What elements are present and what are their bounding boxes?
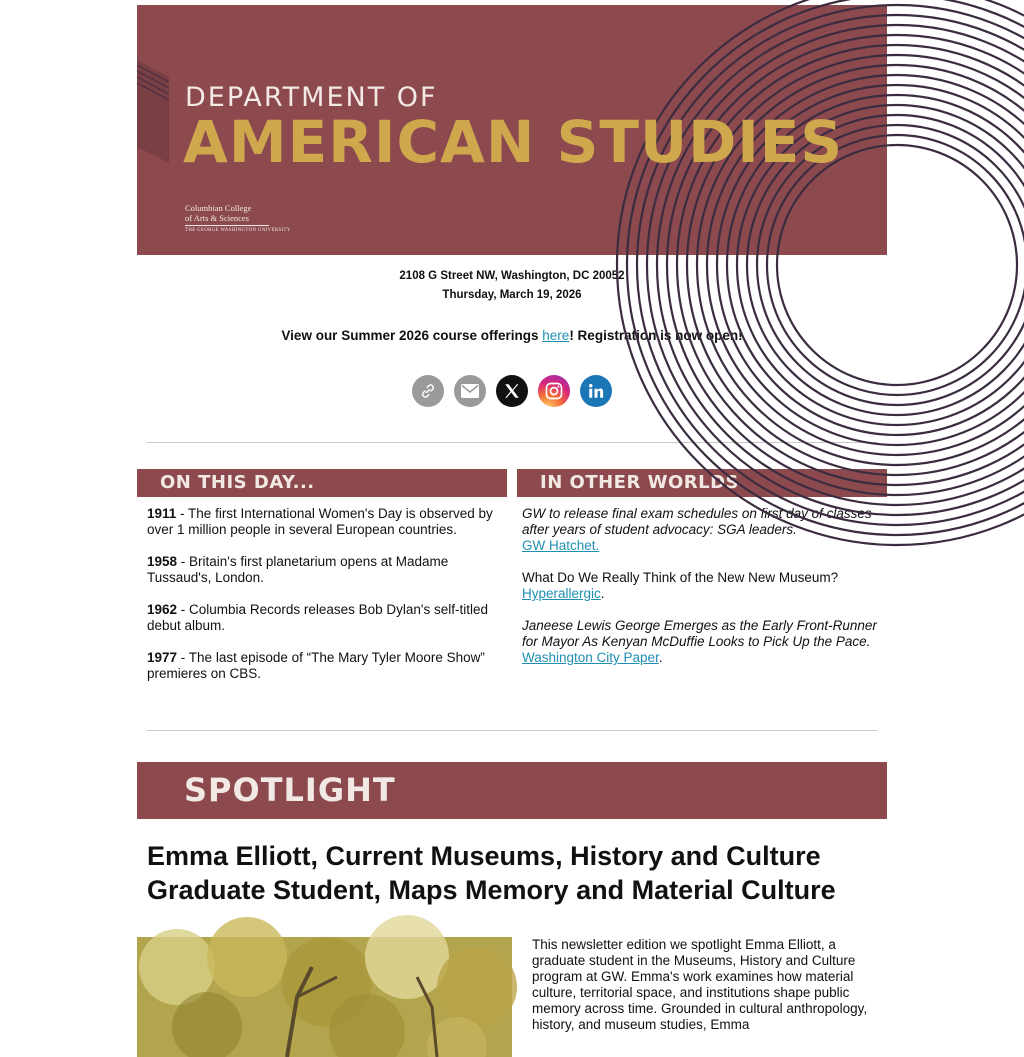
email-icon [461, 384, 479, 398]
list-item [147, 506, 497, 538]
instagram-button[interactable] [538, 375, 570, 407]
list-item [522, 618, 877, 666]
college-name-line2: of Arts & Sciences [185, 213, 249, 223]
autumn-tree-image [137, 937, 512, 1057]
news-headline: GW to release final exam schedules on first day of classes after years of student advocacy: SGA leaders. [522, 506, 872, 537]
source-trail: . [600, 586, 605, 601]
entry-text: - Columbia Records releases Bob Dylan's self-titled debut album. [147, 602, 489, 633]
newsletter-date: Thursday, March 19, 2026 [442, 289, 582, 301]
announcement-after: ! Registration is now open! [569, 328, 743, 343]
on-this-day-column [137, 469, 507, 698]
section-divider [147, 730, 877, 731]
list-item [522, 506, 877, 554]
linkedin-icon [587, 382, 605, 400]
news-headline: What Do We Really Think of the New New Museum? [522, 570, 839, 585]
x-icon [503, 382, 521, 400]
course-offerings-link[interactable]: here [542, 328, 570, 343]
other-worlds-list [517, 497, 887, 666]
entry-year: 1977 [147, 650, 178, 665]
university-name: THE GEORGE WASHINGTON UNIVERSITY [185, 228, 291, 233]
college-logo [185, 203, 291, 234]
email-button[interactable] [454, 375, 486, 407]
other-worlds-column [517, 469, 887, 698]
banner-american-studies: AMERICAN STUDIES [183, 108, 844, 176]
entry-text: - The first International Women's Day is observed by over 1 million people in several European countries. [147, 506, 493, 537]
x-twitter-button[interactable] [496, 375, 528, 407]
source-trail: . [658, 650, 663, 665]
street-address: 2108 G Street NW, Washington, DC 20052 [399, 270, 625, 282]
summer-announcement [137, 327, 887, 345]
gw-hatchet-link[interactable]: GW Hatchet. [522, 538, 600, 553]
on-this-day-list [137, 497, 507, 682]
website-link-button[interactable] [412, 375, 444, 407]
washington-city-paper-link[interactable]: Washington City Paper [522, 650, 659, 665]
list-item [147, 602, 497, 634]
on-this-day-heading: ON THIS DAY... [137, 469, 507, 497]
banner-department-of: DEPARTMENT OF [185, 82, 438, 113]
address-block [137, 267, 887, 305]
list-item [522, 570, 877, 602]
spotlight-photo [137, 937, 512, 1057]
list-item [147, 650, 497, 682]
entry-year: 1958 [147, 554, 178, 569]
banner-arc [777, 145, 1017, 385]
linkedin-button[interactable] [580, 375, 612, 407]
news-headline: Janeese Lewis George Emerges as the Early Front-Runner for Mayor As Kenyan McDuffie Looks to Pick Up the Pace. [522, 618, 877, 649]
spotlight-banner: SPOTLIGHT [137, 762, 887, 819]
link-icon [419, 382, 437, 400]
other-worlds-heading: IN OTHER WORLDS [517, 469, 887, 497]
two-column-section [137, 469, 887, 698]
entry-year: 1962 [147, 602, 178, 617]
hyperallergic-link[interactable]: Hyperallergic [522, 586, 601, 601]
spotlight-title: Emma Elliott, Current Museums, History and Culture Graduate Student, Maps Memory and Material Culture [147, 841, 836, 905]
college-name-line1: Columbian College [185, 203, 252, 213]
announcement-before: View our Summer 2026 course offerings [281, 328, 543, 343]
entry-year: 1911 [147, 506, 177, 521]
instagram-icon [544, 381, 564, 401]
list-item [147, 554, 497, 586]
newsletter-container [137, 5, 887, 1057]
entry-text: - Britain's first planetarium opens at Madame Tussaud's, London. [147, 554, 449, 585]
spotlight-body: This newsletter edition we spotlight Emma Elliott, a graduate student in the Museums, History and Culture program at GW. Emma's work examines how material culture, territorial space, and institutions shape public memory across time. Grounded in cultural anthropology, history, and museum studies, Emma [532, 937, 868, 1032]
department-banner [137, 5, 887, 255]
college-logo-rule [185, 225, 269, 226]
spotlight-content [137, 937, 887, 1057]
entry-text: - The last episode of “The Mary Tyler Moore Show” premieres on CBS. [147, 650, 485, 681]
social-links [137, 375, 887, 407]
banner-arc [637, 5, 1024, 525]
